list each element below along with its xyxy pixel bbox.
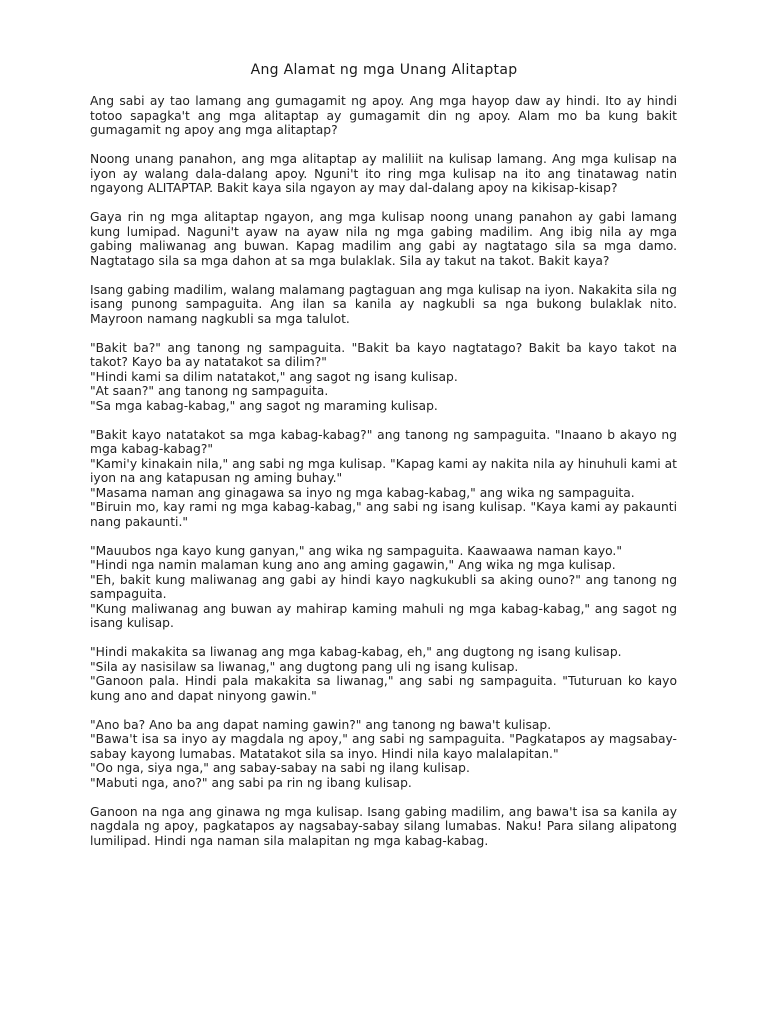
paragraph-line: "Ano ba? Ano ba ang dapat naming gawin?" ang tanong ng bawa't kulisap. [90,717,552,732]
paragraph-line: "At saan?" ang tanong ng sampaguita. [90,384,329,398]
paragraph [90,645,677,703]
paragraph [90,152,677,196]
paragraph-line: Noong unang panahon, ang mga alitaptap ay maliliit na kulisap lamang. Ang mga kulisap na iyon ay walang dala-dalang apoy. Nguni't ito ring mga kulisap na ito ang tinatawag natin ngayong ALITAPTAP. Bakit kaya sila ngayon ay may dal-dalang apoy na kikisap-kisap? [90,152,677,195]
paragraph-line: "Biruin mo, kay rami ng mga kabag-kabag," ang sabi ng isang kulisap. "Kaya kami ay pakaunti nang pakaunti." [90,500,677,529]
document-title: Ang Alamat ng mga Unang Alitaptap [250,62,518,78]
paragraph-line: "Ganoon pala. Hindi pala makakita sa liwanag," ang sabi ng sampaguita. "Tuturuan ko kayo kung ano and dapat ninyong gawin." [90,674,677,703]
paragraph-line: "Hindi makakita sa liwanag ang mga kabag-kabag, eh," ang dugtong ng isang kulisap. [90,645,622,659]
paragraph-line: "Eh, bakit kung maliwanag ang gabi ay hindi kayo nagkukubli sa aking ouno?" ang tanong ng sampaguita. [90,572,677,601]
paragraph [90,210,677,268]
paragraph-line: Isang gabing madilim, walang malamang pagtaguan ang mga kulisap na iyon. Nakakita sila ng isang punong sampaguita. Ang ilan sa kanila ay nagkubli sa nga bukong bulaklak nito. Mayroon namang nagkubli sa mga talulot. [90,282,677,326]
paragraph-line: Ganoon na nga ang ginawa ng mga kulisap. Isang gabing madilim, ang bawa't isa sa kanila ay nagdala ng apoy, pagkatapos ay nagsabay-sabay silang lumabas. Naku! Para silang alipatong lumilipad. Hindi nga naman sila malapitan ng mga kabag-kabag. [90,804,677,848]
paragraph-line: "Hindi nga namin malaman kung ano ang aming gagawin," Ang wika ng mga kulisap. [90,558,616,572]
paragraph [90,544,677,631]
paragraph-line: "Bawa't isa sa inyo ay magdala ng apoy," ang sabi ng sampaguita. "Pagkatapos ay magsabay-sabay kayong lumabas. Matatakot sila sa inyo. Hindi nila kayo malalapitan." [90,732,677,761]
paragraph-line: "Bakit kayo natatakot sa mga kabag-kabag?" ang tanong ng sampaguita. "Inaano b akayo ng mga kabag-kabag?" [90,427,677,456]
paragraph-line: "Mauubos nga kayo kung ganyan," ang wika ng sampaguita. Kaawaawa naman kayo." [90,543,622,558]
paragraph [90,428,677,530]
paragraph-line: "Kami'y kinakain nila," ang sabi ng mga kulisap. "Kapag kami ay nakita nila ay hinuhuli kami at iyon na ang katapusan ng aming buhay." [90,456,677,485]
paragraph [90,718,677,791]
paragraph-line: Ang sabi ay tao lamang ang gumagamit ng apoy. Ang mga hayop daw ay hindi. Ito ay hindi totoo sapagka't ang mga alitaptap ay gumagamit din ng apoy. Alam mo ba kung bakit gumagamit ng apoy ang mga alitaptap? [90,94,677,137]
paragraph-line: "Kung maliwanag ang buwan ay mahirap kaming mahuli ng mga kabag-kabag," ang sagot ng isang kulisap. [90,601,677,630]
paragraph [90,94,677,138]
document-body [90,94,677,863]
paragraph-line: "Sila ay nasisilaw sa liwanag," ang dugtong pang uli ng isang kulisap. [90,659,519,674]
paragraph-line: "Mabuti nga, ano?" ang sabi pa rin ng ibang kulisap. [90,775,412,790]
paragraph-line: "Bakit ba?" ang tanong ng sampaguita. "Bakit ba kayo nagtatago? Bakit ba kayo takot na takot? Kayo ba ay natatakot sa dilim?" [90,340,677,369]
paragraph [90,341,677,414]
paragraph [90,805,677,849]
paragraph-line: Gaya rin ng mga alitaptap ngayon, ang mga kulisap noong unang panahon ay gabi lamang kung lumipad. Naguni't ayaw na ayaw nila ng mga gabing madilim. Ang ibig nila ay mga gabing maliwanag ang buwan. Kapag madilim ang gabi ay nagtatago sila sa mga damo. Nagtatago sila sa mga dahon at sa mga bulaklak. Sila ay takut na takot. Bakit kaya? [90,210,677,268]
paragraph-line: "Oo nga, siya nga," ang sabay-sabay na sabi ng ilang kulisap. [90,761,470,775]
paragraph [90,283,677,327]
paragraph-line: "Hindi kami sa dilim natatakot," ang sagot ng isang kulisap. [90,369,458,384]
paragraph-line: "Sa mga kabag-kabag," ang sagot ng maraming kulisap. [90,398,438,413]
paragraph-line: "Masama naman ang ginagawa sa inyo ng mga kabag-kabag," ang wika ng sampaguita. [90,485,635,500]
